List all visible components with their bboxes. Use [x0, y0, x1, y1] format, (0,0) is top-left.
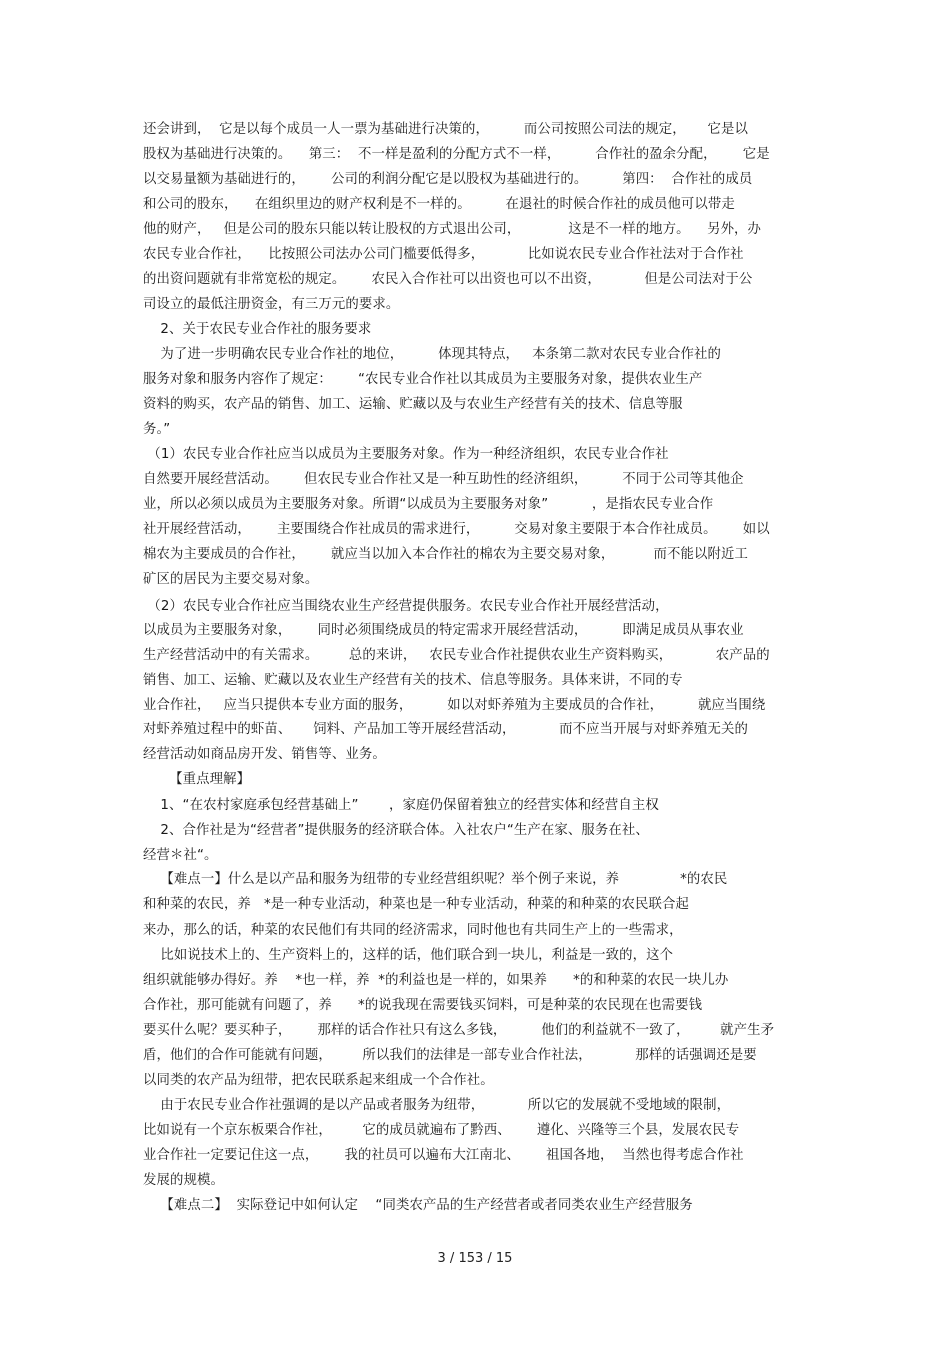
text-line: 由于农民专业合作社强调的是以产品或者服务为纽带， 所以它的发展就不受地域的限制， [143, 1098, 731, 1113]
text-line: 股权为基础进行决策的。 第三： 不一样是盈利的分配方式不一样， 合作社的盈余分配， 它是 [143, 147, 770, 162]
text-line: 务。” [143, 422, 171, 437]
text-line: 【重点理解】 [143, 772, 251, 787]
text-line: 比如说技术上的、生产资料上的，这样的话，他们联合到一块儿，利益是一致的，这个 [143, 948, 674, 963]
text-line: 业合作社， 应当只提供本专业方面的服务， 如以对虾养殖为主要成员的合作社， 就应当围绕 [143, 698, 766, 713]
text-line: 经营＊社“。 [143, 848, 218, 863]
text-line: 矿区的居民为主要交易对象。 [143, 572, 319, 587]
text-line: 和种菜的农民，养 *是一种专业活动，种菜也是一种专业活动，种菜的和种菜的农民联合起 [143, 897, 689, 912]
text-line: 为了进一步明确农民专业合作社的地位， 体现其特点， 本条第二款对农民专业合作社的 [143, 347, 721, 362]
text-line: 业合作社一定要记住这一点， 我的社员可以遍布大江南北、 祖国各地， 当然也得考虑合作社 [143, 1148, 744, 1163]
text-line: 经营活动如商品房开发、销售等、业务。 [143, 747, 386, 762]
text-line: 合作社，那可能就有问题了，养 *的说我现在需要钱买饲料，可是种菜的农民现在也需要钱 [143, 998, 703, 1013]
text-line: 发展的规模。 [143, 1173, 224, 1188]
text-line: 来办，那么的话，种菜的农民他们有共同的经济需求，同时他也有共同生产上的一些需求， [143, 923, 683, 938]
text-line: 的出资问题就有非常宽松的规定。 农民入合作社可以出资也可以不出资， 但是公司法对于公 [143, 272, 753, 287]
text-line: 以同类的农产品为纽带，把农民联系起来组成一个合作社。 [143, 1073, 494, 1088]
text-line: 还会讲到， 它是以每个成员一人一票为基础进行决策的， 而公司按照公司法的规定， 它是以 [143, 122, 748, 137]
text-line: 农民专业合作社， 比按照公司法办公司门槛要低得多， 比如说农民专业合作社法对于合作社 [143, 247, 744, 262]
text-line: 资料的购买，农产品的销售、加工、运输、贮藏以及与农业生产经营有关的技术、信息等服 [143, 397, 683, 412]
text-line: 业，所以必须以成员为主要服务对象。所谓“以成员为主要服务对象” ，是指农民专业合作 [143, 497, 714, 512]
text-line: 司设立的最低注册资金，有三万元的要求。 [143, 297, 400, 312]
text-line: 他的财产， 但是公司的股东只能以转让股权的方式退出公司， 这是不一样的地方。 另外，办 [143, 222, 762, 237]
text-line: 销售、加工、运输、贮藏以及农业生产经营有关的技术、信息等服务。具体来讲，不同的专 [143, 673, 683, 688]
text-line: 对虾养殖过程中的虾苗、 饲料、产品加工等开展经营活动， 而不应当开展与对虾养殖无关的 [143, 722, 748, 737]
text-line: 盾，他们的合作可能就有问题， 所以我们的法律是一部专业合作社法， 那样的话强调还是要 [143, 1048, 757, 1063]
text-line: 2、关于农民专业合作社的服务要求 [143, 322, 372, 337]
text-line: （2）农民专业合作社应当围绕农业生产经营提供服务。农民专业合作社开展经营活动， [143, 599, 669, 614]
text-line: 和公司的股东， 在组织里边的财产权利是不一样的。 在退社的时候合作社的成员他可以带走 [143, 197, 735, 212]
text-line: 比如说有一个京东板栗合作社， 它的成员就遍布了黔西、 遵化、兴隆等三个县，发展农民专 [143, 1123, 740, 1138]
text-line: （1）农民专业合作社应当以成员为主要服务对象。作为一种经济组织，农民专业合作社 [143, 447, 669, 462]
text-line: 服务对象和服务内容作了规定： “农民专业合作社以其成员为主要服务对象，提供农业生产 [143, 372, 703, 387]
text-line: 棉农为主要成员的合作社， 就应当以加入本合作社的棉农为主要交易对象， 而不能以附近工 [143, 547, 748, 562]
text-line: 【难点一】什么是以产品和服务为纽带的专业经营组织呢？举个例子来说，养 *的农民 [143, 872, 728, 887]
text-line: 【难点二】 实际登记中如何认定 “同类农产品的生产经营者或者同类农业生产经营服务 [143, 1198, 693, 1213]
text-line: 生产经营活动中的有关需求。 总的来讲， 农民专业合作社提供农业生产资料购买， 农产品的 [143, 648, 770, 663]
text-line: 2、合作社是为“经营者”提供服务的经济联合体。入社农户“生产在家、服务在社、 [143, 823, 649, 838]
text-line: 以交易量额为基础进行的， 公司的利润分配它是以股权为基础进行的。 第四： 合作社的成员 [143, 172, 753, 187]
text-line: 以成员为主要服务对象， 同时必须围绕成员的特定需求开展经营活动， 即满足成员从事农业 [143, 623, 744, 638]
text-line: 自然要开展经营活动。 但农民专业合作社又是一种互助性的经济组织， 不同于公司等其他企 [143, 472, 744, 487]
page-number-footer: 3 / 153 / 15 [437, 1251, 513, 1266]
text-line: 要买什么呢？要买种子， 那样的话合作社只有这么多钱， 他们的利益就不一致了， 就产生矛 [143, 1023, 775, 1038]
text-line: 组织就能够办得好。养 *也一样，养 *的利益也是一样的，如果养 *的和种菜的农民一块儿办 [143, 973, 729, 988]
text-line: 1、“在农村家庭承包经营基础上” ，家庭仍保留着独立的经营实体和经营自主权 [143, 798, 659, 813]
text-line: 社开展经营活动， 主要围绕合作社成员的需求进行， 交易对象主要限于本合作社成员。 如以 [143, 522, 770, 537]
